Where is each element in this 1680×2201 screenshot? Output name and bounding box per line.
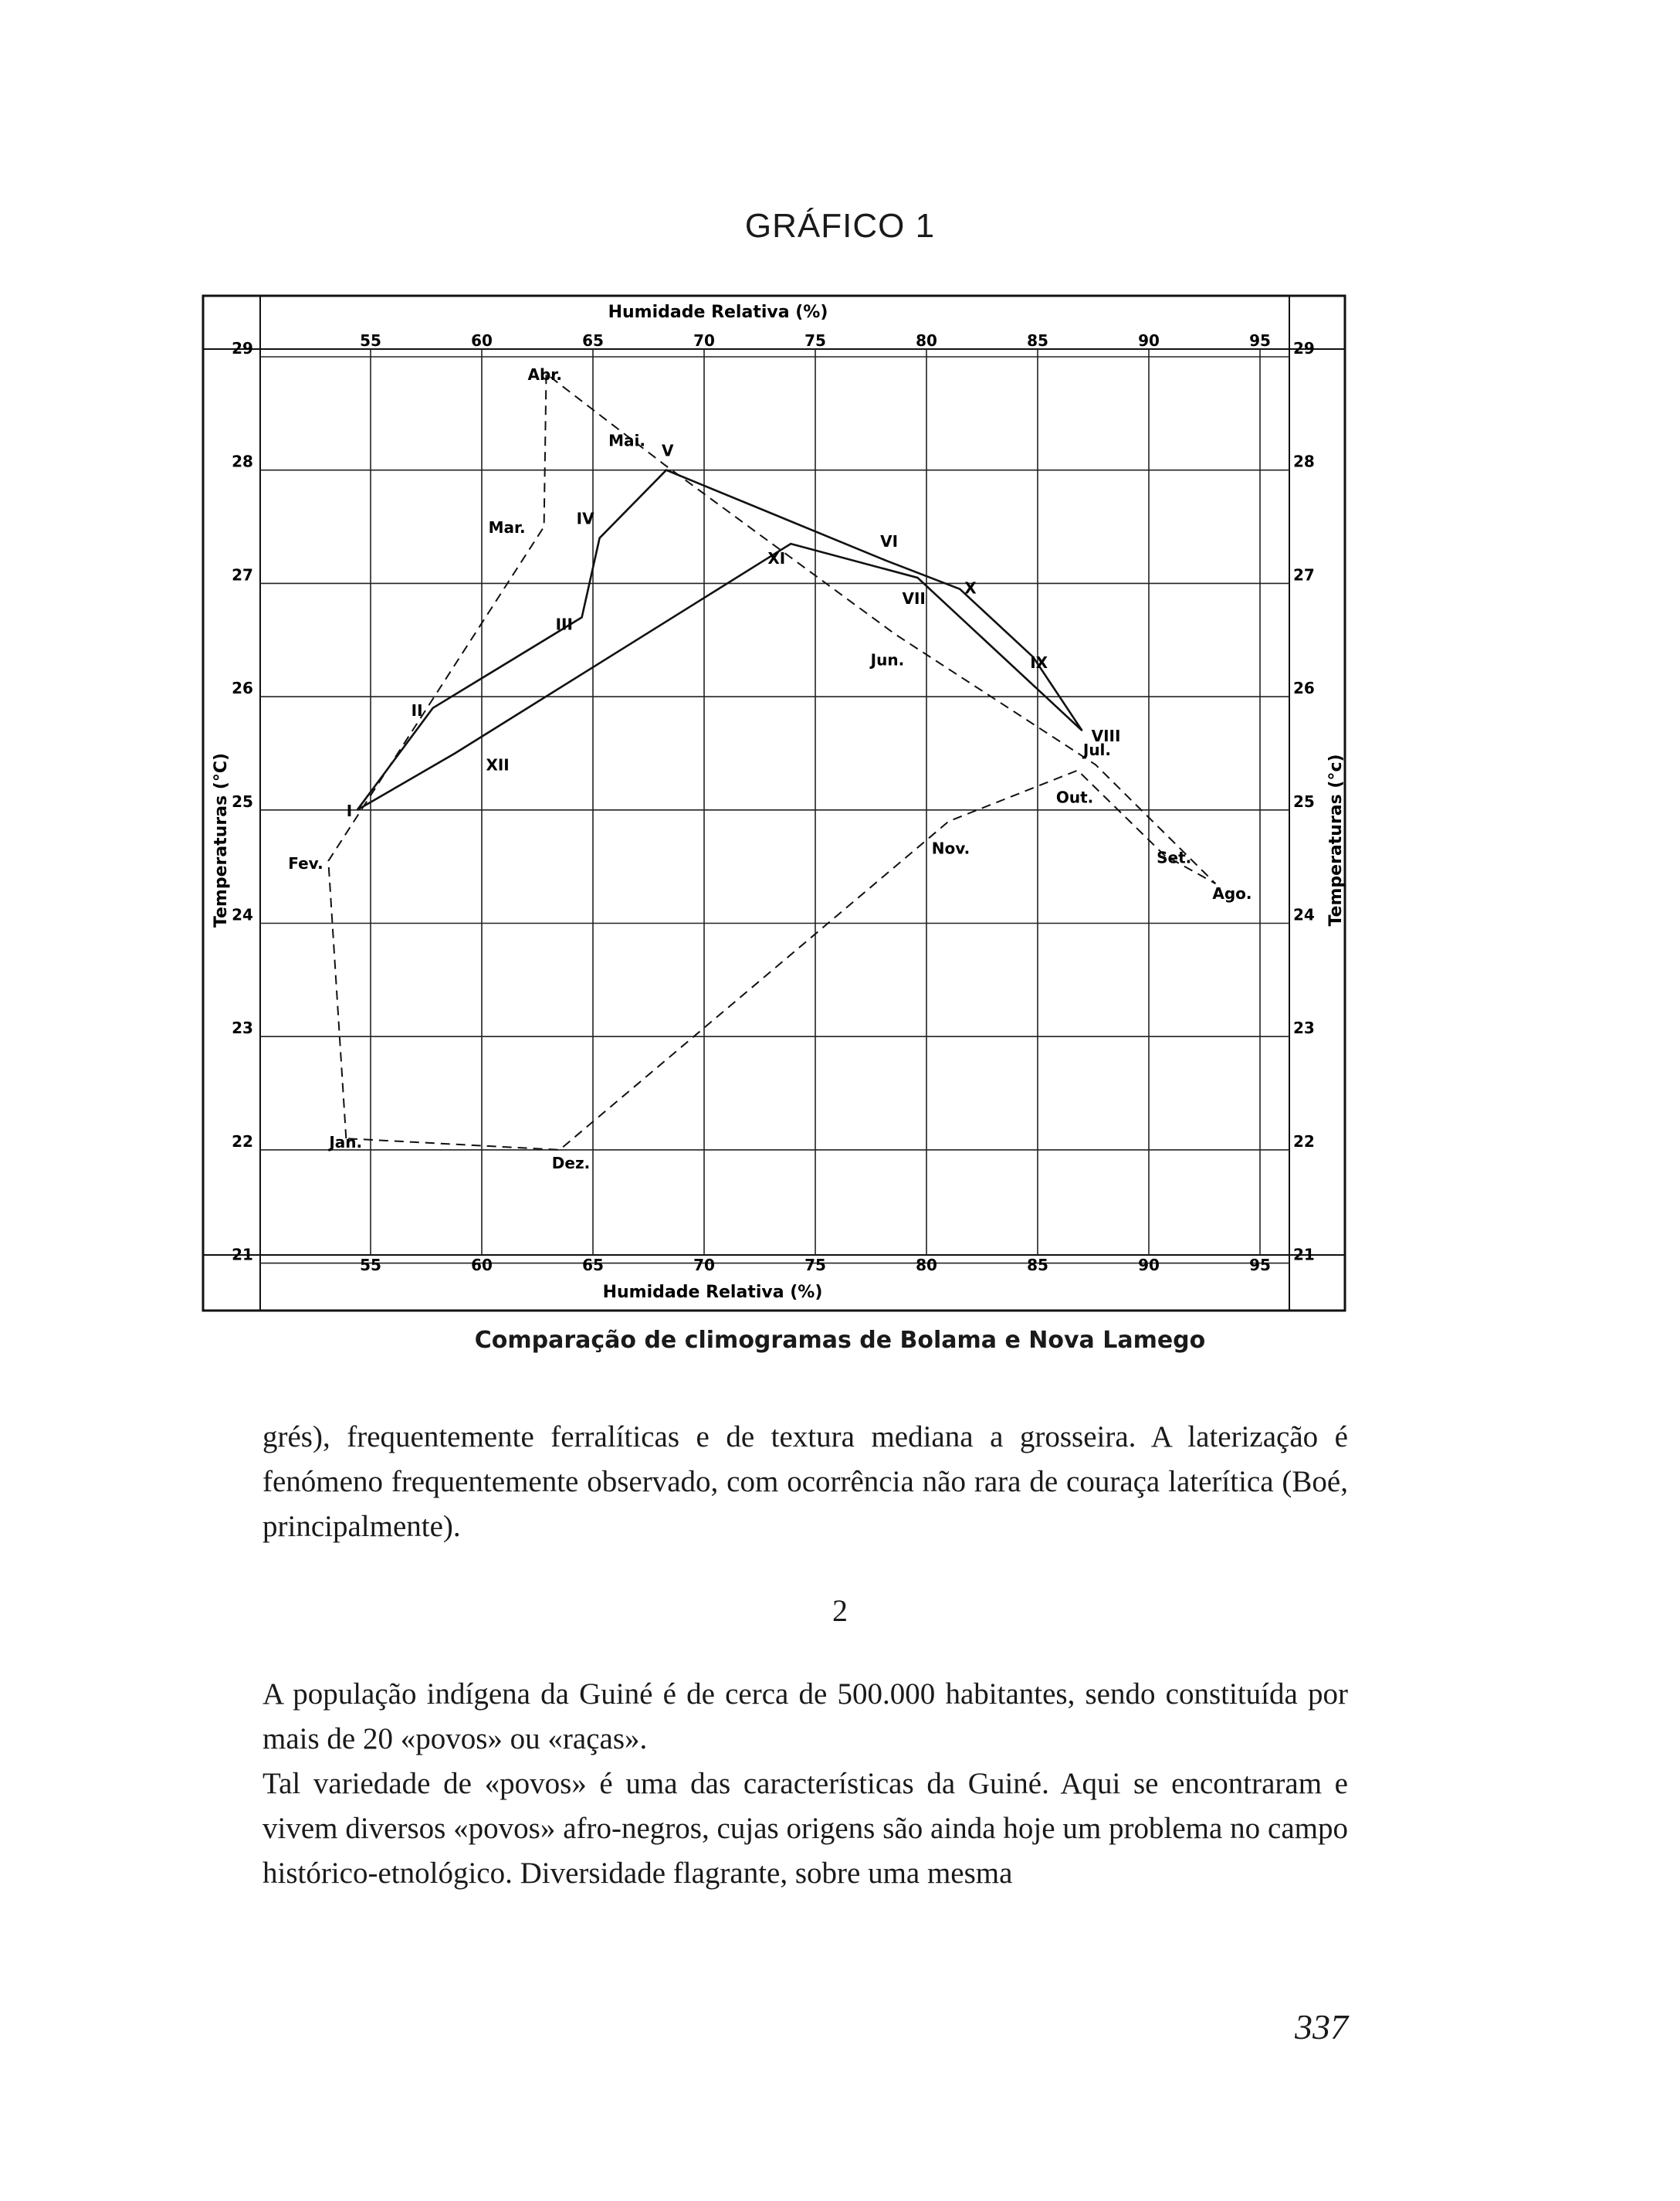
x-tick-top-60: 60 [471,331,493,350]
point-label-solid-7: IX [1030,653,1048,672]
x-tick-top-75: 75 [804,331,826,350]
y-tick-left-25: 25 [232,792,253,811]
paragraph-1: grés), frequentemente ferralíticas e de textura mediana a grosseira. A laterização é fenómeno frequentemente observado, com ocorrência não rara de couraça laterítica (Boé, principalmente). [262,1420,1348,1543]
point-label-dashed-3: Abr. [527,365,562,385]
y-tick-right-29: 29 [1293,339,1315,358]
paragraph-3: Tal variedade de «povos» é uma das características da Guiné. Aqui se encontraram e vivem diversos «povos» afro-negros, cujas origens são ainda hoje um problema no campo histórico-etnológico. Diversidade flagrante, sobre uma mesma [262,1767,1348,1890]
point-label-dashed-7: Ago. [1212,884,1252,904]
y-tick-right-22: 22 [1293,1131,1315,1151]
series-line-solid [357,470,1082,810]
y-tick-left-24: 24 [232,905,253,924]
x-tick-bottom-70: 70 [693,1256,715,1274]
x-tick-bottom-55: 55 [360,1256,381,1274]
y-tick-left-26: 26 [232,679,253,698]
y-tick-right-27: 27 [1293,565,1315,585]
x-tick-bottom-85: 85 [1027,1256,1048,1274]
point-label-dashed-8: Set. [1157,848,1192,867]
paragraph-2: A população indígena da Guiné é de cerca de 500.000 habitantes, sendo constituída por mais de 20 «povos» ou «raças». [262,1677,1348,1755]
chart-point-labels [288,365,1252,1172]
point-label-dashed-2: Mar. [488,518,526,538]
y-tick-right-25: 25 [1293,792,1315,811]
series-line-dashed [328,374,1215,1150]
y-tick-left-21: 21 [232,1245,253,1264]
point-label-solid-5: VI [880,532,899,551]
y-tick-right-24: 24 [1293,905,1315,924]
y-tick-right-21: 21 [1293,1245,1315,1264]
point-label-dashed-1: Fev. [288,853,323,873]
y-tick-right-28: 28 [1293,452,1315,471]
point-label-solid-10: XI [767,549,786,568]
x-tick-top-80: 80 [916,331,937,350]
x-tick-bottom-60: 60 [471,1256,493,1274]
point-label-solid-8: VIII [1091,727,1121,746]
y-tick-left-28: 28 [232,452,253,471]
figure-heading: GRÁFICO 1 [744,207,936,245]
x-tick-top-65: 65 [582,331,604,350]
point-label-dashed-5: Jun. [870,650,905,670]
point-label-solid-9: VII [902,589,926,609]
point-label-dashed-9: Out. [1055,788,1094,807]
point-label-solid-1: II [411,700,423,720]
x-tick-top-85: 85 [1027,331,1048,350]
y-tick-right-23: 23 [1293,1019,1315,1038]
point-label-dashed-4: Mai. [608,431,646,450]
x-tick-top-70: 70 [693,331,715,350]
x-axis-label-top: Humidade Relativa (%) [608,303,828,322]
y-tick-left-23: 23 [232,1019,253,1038]
x-tick-top-55: 55 [360,331,381,350]
chart-outer-border [203,296,1345,1311]
point-label-dashed-11: Dez. [551,1153,591,1172]
x-tick-bottom-80: 80 [916,1256,937,1274]
point-label-dashed-6: Jul. [1082,741,1112,760]
y-tick-left-22: 22 [232,1131,253,1151]
x-tick-bottom-95: 95 [1249,1256,1271,1274]
point-label-dashed-0: Jan. [329,1133,363,1152]
x-tick-top-95: 95 [1249,331,1271,350]
page-number: 337 [1295,2007,1348,2047]
chart-series [328,374,1215,1150]
x-axis-label-bottom: Humidade Relativa (%) [602,1283,823,1302]
chart-frame [203,296,1345,1311]
y-tick-left-29: 29 [232,339,253,358]
point-label-solid-3: IV [576,509,594,528]
figure-caption: Comparação de climogramas de Bolama e Nova Lamego [474,1327,1206,1354]
y-tick-left-27: 27 [232,565,253,585]
x-tick-top-90: 90 [1138,331,1160,350]
point-label-solid-0: I [346,801,353,820]
point-label-solid-4: V [662,441,674,460]
chart-grid [260,349,1289,1263]
point-label-solid-2: III [555,615,573,634]
point-label-solid-11: XII [486,755,510,775]
point-label-solid-6: X [964,578,977,598]
x-tick-bottom-65: 65 [582,1256,604,1274]
section-number: 2 [832,1593,848,1628]
y-axis-label-right: Temperaturas (°c) [1326,754,1346,927]
y-tick-right-26: 26 [1293,679,1315,698]
x-tick-bottom-75: 75 [804,1256,826,1274]
chart-tick-labels [232,331,1315,1274]
x-tick-bottom-90: 90 [1138,1256,1160,1274]
y-axis-label-left: Temperaturas (°C) [212,752,231,928]
point-label-dashed-10: Nov. [931,839,970,858]
